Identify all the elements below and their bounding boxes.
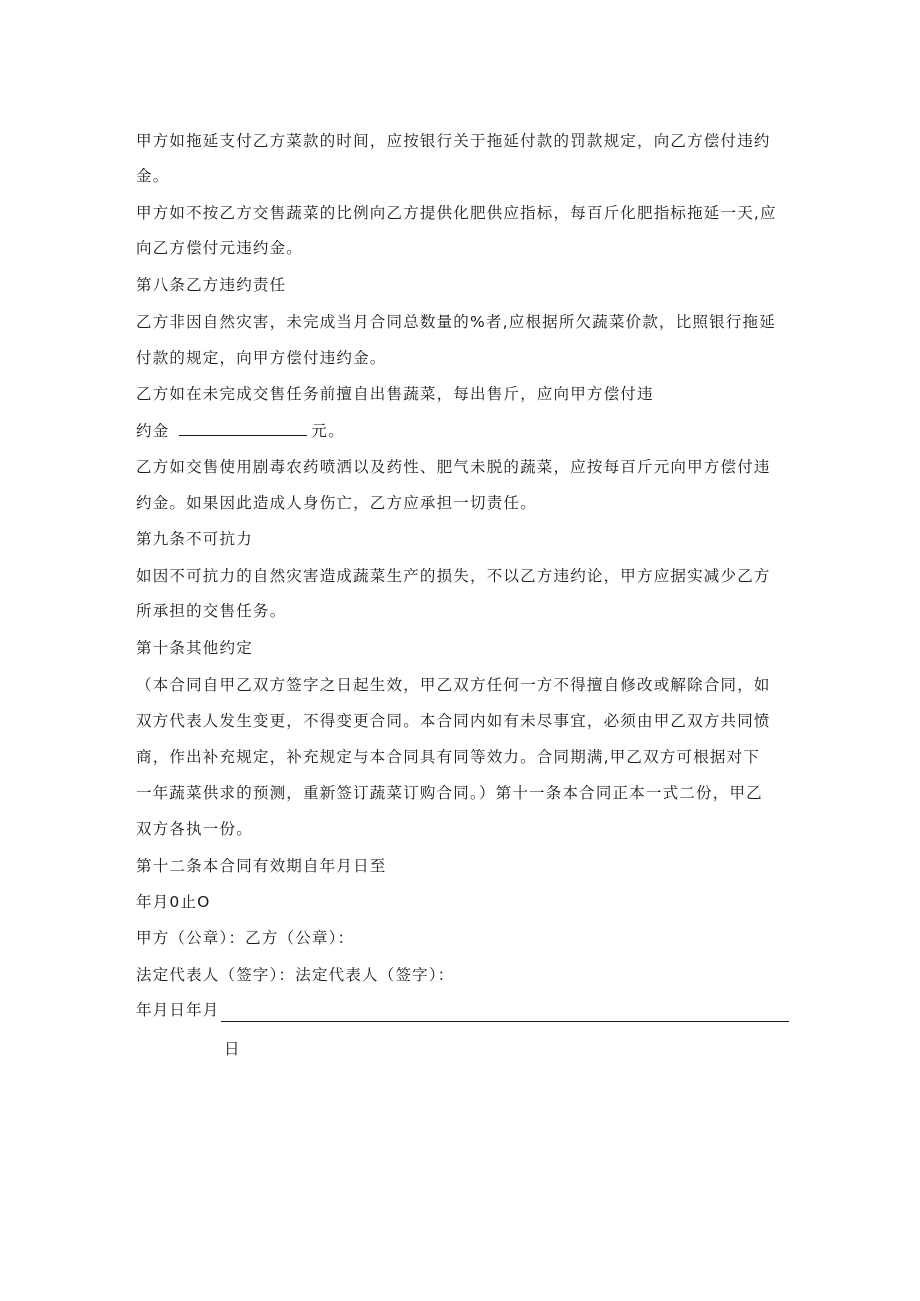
text-line: 向乙方偿付元违约金。 (136, 239, 304, 257)
text-line: 乙方非因自然灾害，未完成当月合同总数量的%者,应根据所欠蔬菜价款，比照银行拖延 (136, 313, 776, 331)
penalty-line (136, 421, 345, 441)
section-heading-article-10: 第十条其他约定 (136, 639, 253, 657)
text-line: 年月0止O (136, 893, 211, 911)
signature-line: 法定代表人（签字）：法定代表人（签字）： (136, 966, 455, 984)
text-line: 双方代表人发生变更，不得变更合同。本合同内如有未尽事宜，必须由甲乙双方共同愤 (136, 712, 771, 730)
section-heading-article-9: 第九条不可抗力 (136, 530, 253, 548)
penalty-prefix: 约金 (136, 422, 170, 440)
text-line: （本合同自甲乙双方签字之日起生效，甲乙双方任何一方不得擅自修改或解除合同，如 (136, 676, 771, 694)
penalty-amount-blank[interactable] (179, 421, 307, 436)
text-line: 商，作出补充规定，补充规定与本合同具有同等效力。合同期满,甲乙双方可根据对下 (136, 748, 761, 766)
text-line: 双方各执一份。 (136, 820, 253, 838)
text-line: 金。 (136, 167, 170, 185)
seal-line: 甲方（公章）：乙方（公章）： (136, 929, 355, 947)
text-line: 一年蔬菜供求的预测，重新签订蔬菜订购合同。）第十一条本合同正本一式二份，甲乙 (136, 784, 763, 802)
text-line: 乙方如交售使用剧毒农药喷洒以及药性、肥气未脱的蔬菜，应按每百斤元向甲方偿付违 (136, 458, 771, 476)
date-underline (221, 1021, 789, 1022)
text-line: 甲方如拖延支付乙方菜款的时间，应按银行关于拖延付款的罚款规定，向乙方偿付违约 (136, 132, 771, 150)
penalty-suffix: 元。 (311, 422, 345, 440)
text-line: 约金。如果因此造成人身伤亡，乙方应承担一切责任。 (136, 494, 537, 512)
section-heading-article-8: 第八条乙方违约责任 (136, 276, 287, 294)
text-line: 付款的规定，向甲方偿付违约金。 (136, 349, 387, 367)
text-line: 甲方如不按乙方交售蔬菜的比例向乙方提供化肥供应指标，每百斤化肥指标拖延一天,应 (136, 204, 777, 222)
date-line: 年月日年月 (136, 1001, 220, 1019)
date-day-char: 日 (224, 1040, 241, 1058)
text-line: 如因不可抗力的自然灾害造成蔬菜生产的损失，不以乙方违约论，甲方应据实减少乙方 (136, 567, 771, 585)
section-heading-article-12: 第十二条本合同有效期自年月日至 (136, 857, 387, 875)
text-line: 所承担的交售任务。 (136, 602, 287, 620)
text-line: 乙方如在未完成交售任务前擅自出售蔬菜，每出售斤，应向甲方偿付违 (136, 385, 654, 403)
